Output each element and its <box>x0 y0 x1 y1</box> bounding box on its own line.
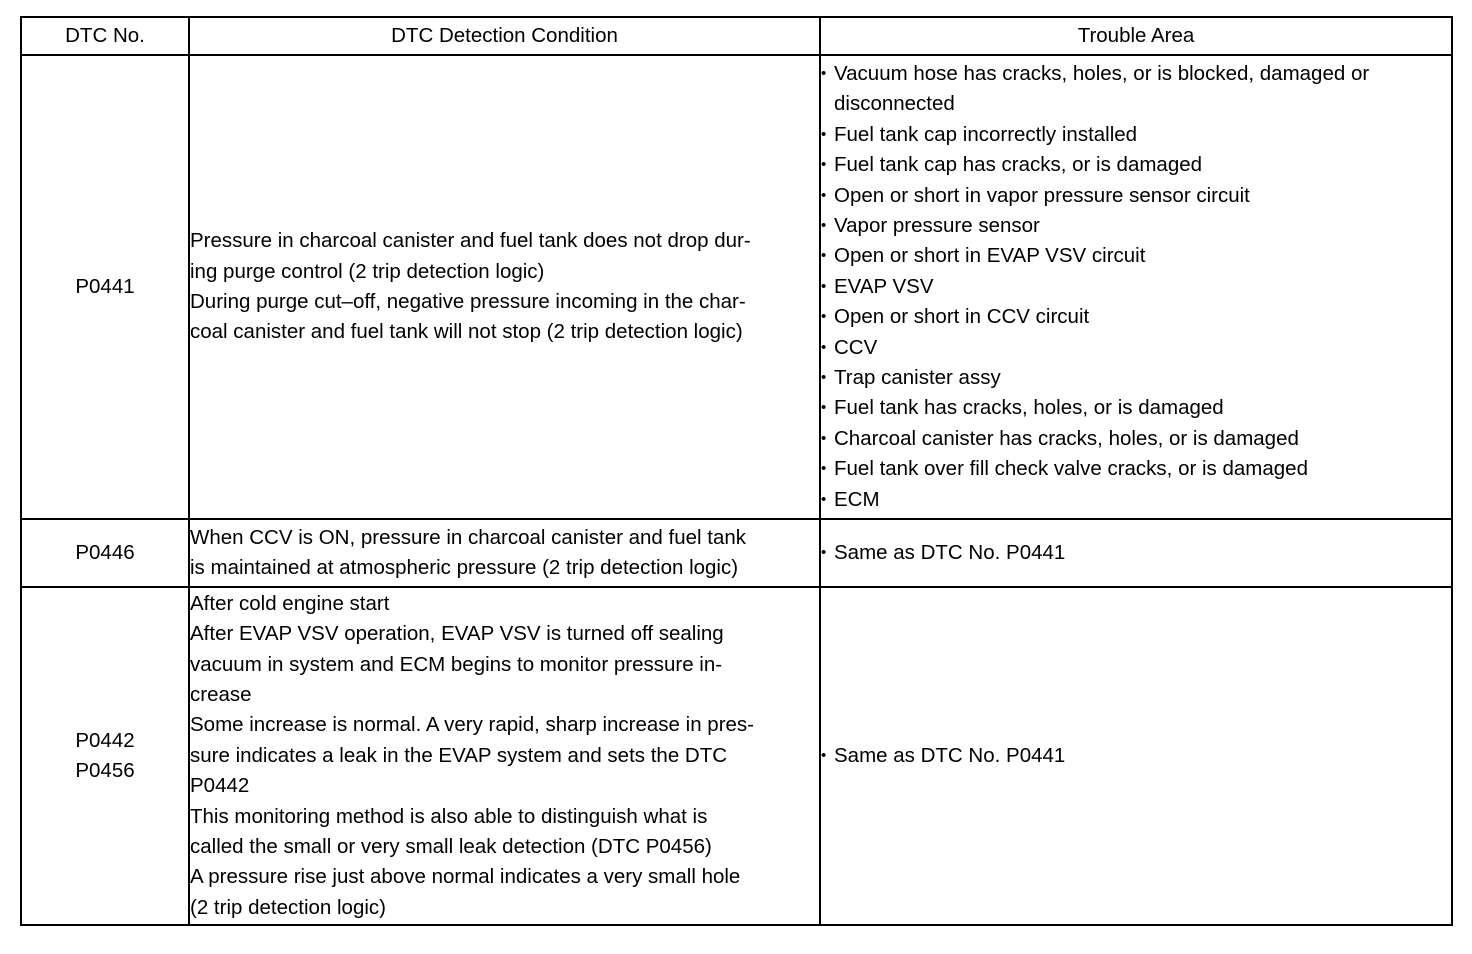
trouble-item-line: CCV <box>834 335 878 359</box>
bullet-icon: • <box>821 429 827 447</box>
trouble-item <box>821 333 1451 363</box>
trouble-item <box>821 211 1451 241</box>
condition-line: After cold engine start <box>190 591 390 615</box>
trouble-item-text <box>834 424 1451 454</box>
table-body <box>21 55 1452 925</box>
trouble-item <box>821 150 1451 180</box>
bullet-icon: • <box>821 369 827 387</box>
table-row <box>21 55 1452 519</box>
bullet-icon: • <box>821 186 827 204</box>
bullet-icon: • <box>821 216 827 234</box>
trouble-item-line: Fuel tank over fill check valve cracks, or is damaged <box>834 457 1308 481</box>
condition-line: Pressure in charcoal canister and fuel tank does not drop dur- <box>190 229 751 253</box>
detection-condition-cell <box>189 519 820 587</box>
header-row <box>21 17 1452 55</box>
bullet-icon: • <box>821 460 827 478</box>
bullet-icon: • <box>821 399 827 417</box>
bullet-icon: • <box>821 64 827 82</box>
trouble-area-cell <box>820 55 1452 519</box>
trouble-item <box>821 302 1451 332</box>
condition-line: P0442 <box>190 774 250 798</box>
bullet-icon: • <box>821 746 827 764</box>
trouble-item-text <box>834 363 1451 393</box>
trouble-item-line: disconnected <box>834 92 955 116</box>
condition-line: called the small or very small leak detection (DTC P0456) <box>190 835 712 859</box>
trouble-item <box>821 272 1451 302</box>
dtc-table <box>20 16 1453 926</box>
condition-line: Some increase is normal. A very rapid, sharp increase in pres- <box>190 713 755 737</box>
trouble-item <box>821 241 1451 271</box>
bullet-icon: • <box>821 277 827 295</box>
dtc-code-cell <box>21 55 189 519</box>
trouble-item-line: Open or short in CCV circuit <box>834 305 1090 329</box>
trouble-item <box>821 741 1451 771</box>
trouble-item-text <box>834 181 1451 211</box>
trouble-item-text <box>834 150 1451 180</box>
dtc-code-cell <box>21 519 189 587</box>
trouble-item-line: Vapor pressure sensor <box>834 213 1040 237</box>
trouble-area-cell <box>820 587 1452 925</box>
trouble-item-line: EVAP VSV <box>834 274 934 298</box>
trouble-item-text <box>834 538 1451 568</box>
trouble-item-text <box>834 454 1451 484</box>
header-dtc-no: DTC No. <box>21 17 189 55</box>
trouble-item-line: Vacuum hose has cracks, holes, or is blocked, damaged or <box>834 61 1370 85</box>
trouble-item <box>821 393 1451 423</box>
condition-line: vacuum in system and ECM begins to monitor pressure in- <box>190 652 723 676</box>
trouble-item-line: Open or short in vapor pressure sensor circuit <box>834 183 1250 207</box>
trouble-item <box>821 181 1451 211</box>
trouble-item-text <box>834 333 1451 363</box>
dtc-code-cell <box>21 587 189 925</box>
condition-line: ing purge control (2 trip detection logic) <box>190 259 545 283</box>
trouble-item-text <box>834 741 1451 771</box>
trouble-item-text <box>834 241 1451 271</box>
detection-condition-cell <box>189 55 820 519</box>
condition-line: (2 trip detection logic) <box>190 895 386 919</box>
trouble-item <box>821 363 1451 393</box>
bullet-icon: • <box>821 125 827 143</box>
trouble-item <box>821 59 1451 120</box>
bullet-icon: • <box>821 156 827 174</box>
condition-line: When CCV is ON, pressure in charcoal canister and fuel tank <box>190 525 747 549</box>
condition-line: coal canister and fuel tank will not stop (2 trip detection logic) <box>190 320 743 344</box>
trouble-item-text <box>834 211 1451 241</box>
condition-line: is maintained at atmospheric pressure (2 trip detection logic) <box>190 556 739 579</box>
bullet-icon: • <box>821 543 827 561</box>
trouble-item-line: Same as DTC No. P0441 <box>834 540 1066 564</box>
condition-line: After EVAP VSV operation, EVAP VSV is turned off sealing <box>190 622 724 646</box>
bullet-icon: • <box>821 338 827 356</box>
trouble-item <box>821 538 1451 568</box>
bullet-icon: • <box>821 308 827 326</box>
trouble-area-cell <box>820 519 1452 587</box>
trouble-item-text <box>834 393 1451 423</box>
header-trouble-area: Trouble Area <box>820 17 1452 55</box>
condition-line: A pressure rise just above normal indicates a very small hole <box>190 865 741 889</box>
trouble-item <box>821 485 1451 515</box>
trouble-item-text <box>834 485 1451 515</box>
trouble-item-line: Open or short in EVAP VSV circuit <box>834 244 1146 268</box>
dtc-code: P0442 <box>75 728 135 752</box>
table-row <box>21 587 1452 925</box>
trouble-item-line: Fuel tank cap has cracks, or is damaged <box>834 153 1203 177</box>
dtc-code: P0456 <box>75 759 135 782</box>
trouble-item-text <box>834 302 1451 332</box>
trouble-item-text <box>834 120 1451 150</box>
trouble-item-line: Fuel tank has cracks, holes, or is damaged <box>834 396 1224 420</box>
dtc-code: P0446 <box>75 540 135 564</box>
condition-line: During purge cut–off, negative pressure incoming in the char- <box>190 290 746 313</box>
condition-line: This monitoring method is also able to distinguish what is <box>190 804 708 828</box>
condition-line: sure indicates a leak in the EVAP system and sets the DTC <box>190 743 728 767</box>
trouble-item-text <box>834 59 1451 120</box>
bullet-icon: • <box>821 247 827 265</box>
trouble-item-line: ECM <box>834 487 880 511</box>
condition-line: crease <box>190 682 252 706</box>
bullet-icon: • <box>821 490 827 508</box>
trouble-item-line: Same as DTC No. P0441 <box>834 743 1066 767</box>
trouble-item-text <box>834 272 1451 302</box>
trouble-item-line: Charcoal canister has cracks, holes, or is damaged <box>834 426 1299 450</box>
trouble-item <box>821 424 1451 454</box>
trouble-item-line: Trap canister assy <box>834 366 1001 390</box>
table-row <box>21 519 1452 587</box>
trouble-item <box>821 454 1451 484</box>
dtc-code: P0441 <box>75 274 135 298</box>
trouble-item-line: Fuel tank cap incorrectly installed <box>834 122 1138 146</box>
trouble-item <box>821 120 1451 150</box>
header-detection-condition: DTC Detection Condition <box>189 17 820 55</box>
detection-condition-cell <box>189 587 820 925</box>
